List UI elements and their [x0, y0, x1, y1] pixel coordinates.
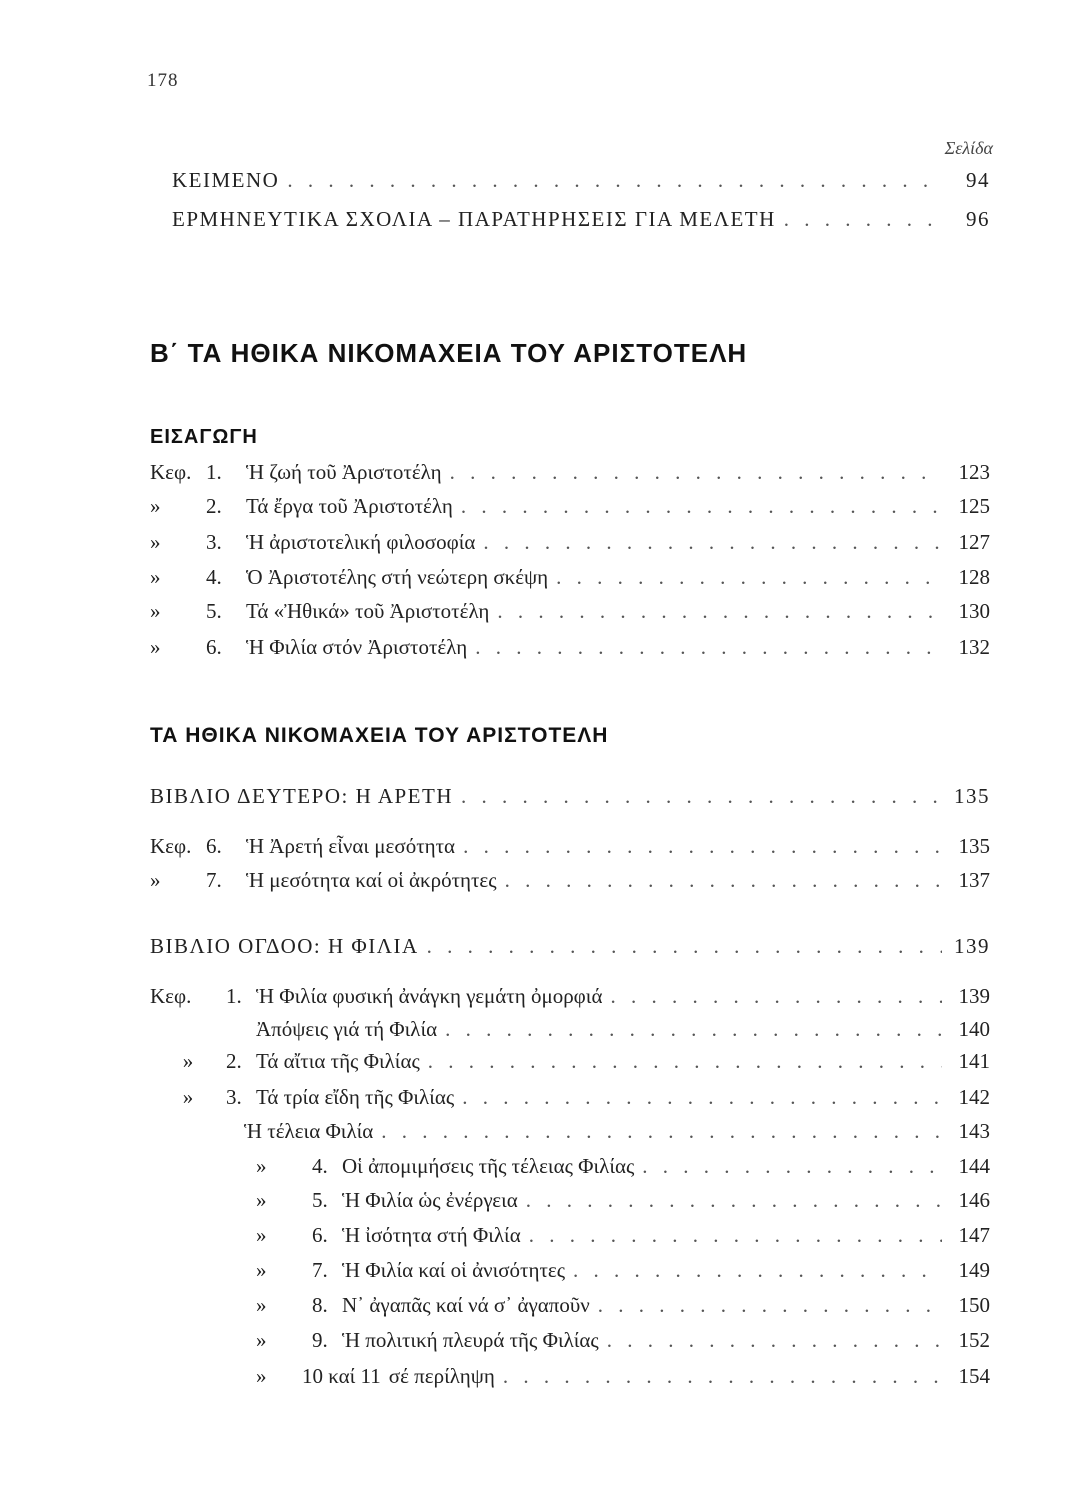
- section-heading-text: ΤΑ ΗΘΙΚΑ ΝΙΚΟΜΑΧΕΙΑ ΤΟΥ ΑΡΙΣΤΟΤΕΛΗ: [150, 724, 609, 747]
- book-heading: [150, 932, 990, 960]
- entry-title: σέ περίληψη: [388, 1364, 495, 1388]
- toc-entry: [256, 1256, 990, 1284]
- toc-entry: [150, 1083, 990, 1111]
- toc-entry: [256, 1326, 990, 1354]
- toc-entry: [256, 1362, 990, 1390]
- entry-title: Τά αἴτια τῆς Φιλίας: [256, 1049, 420, 1073]
- entry-title: ΚΕΙΜΕΝΟ: [172, 168, 280, 192]
- chapter-number: 7.: [312, 1258, 328, 1282]
- entry-page: 152: [958, 1328, 990, 1352]
- entry-title: Ἡ Φιλία καί οἱ ἀνισότητες: [342, 1258, 566, 1282]
- leader-dots: [556, 563, 942, 591]
- entry-title: Ὁ Ἀριστοτέλης στή νεώτερη σκέψη: [246, 565, 549, 589]
- entry-page: 144: [958, 1154, 990, 1178]
- chapter-marker: »: [150, 868, 161, 892]
- entry-title: Ἡ Φιλία φυσική ἀνάγκη γεμάτη ὀμορφιά: [256, 984, 603, 1008]
- chapter-number: 4.: [206, 565, 222, 589]
- toc-entry: [150, 982, 990, 1010]
- entry-page: 142: [958, 1085, 990, 1109]
- chapter-marker: »: [150, 530, 161, 554]
- chapter-number: 8.: [312, 1293, 328, 1317]
- entry-title: Οἱ ἀπομιμήσεις τῆς τέλειας Φιλίας: [342, 1154, 635, 1178]
- section-heading-intro: ΕΙΣΑΓΩΓΗ: [150, 426, 258, 448]
- toc-entry: [172, 205, 990, 233]
- entry-title: Ἡ Ἀρετή εἶναι μεσότητα: [246, 834, 456, 858]
- chapter-number: 1.: [226, 984, 242, 1008]
- book-title: ΒΙΒΛΙΟ ΔΕΥΤΕΡΟ: Η ΑΡΕΤΗ: [150, 784, 453, 808]
- entry-page: 135: [958, 834, 990, 858]
- entry-title: Ἡ ἀριστοτελική φιλοσοφία: [246, 530, 476, 554]
- toc-entry: [150, 563, 990, 591]
- toc-entry: [256, 1291, 990, 1319]
- entry-page: 128: [958, 565, 990, 589]
- leader-dots: [483, 528, 942, 556]
- toc-entry: [150, 1047, 990, 1075]
- entry-page: 139: [954, 934, 990, 958]
- leader-dots: [503, 1362, 942, 1390]
- toc-entry: [150, 832, 990, 860]
- entry-title: Τά «Ἠθικά» τοῦ Ἀριστοτέλη: [246, 599, 490, 623]
- toc-entry: [150, 492, 990, 520]
- entry-page: 96: [966, 207, 990, 231]
- chapter-number: 4.: [312, 1154, 328, 1178]
- page-number: 178: [147, 70, 179, 91]
- leader-dots: [475, 633, 942, 661]
- leader-dots: [427, 932, 942, 960]
- leader-dots: [598, 1291, 942, 1319]
- leader-dots: [445, 1015, 942, 1043]
- leader-dots: [505, 866, 942, 894]
- chapter-marker: »: [256, 1223, 267, 1247]
- chapter-marker: »: [256, 1328, 267, 1352]
- toc-entry: [256, 1221, 990, 1249]
- leader-dots: [428, 1047, 942, 1075]
- entry-page: 143: [958, 1119, 990, 1143]
- entry-page: 147: [958, 1223, 990, 1247]
- toc-entry: [172, 166, 990, 194]
- leader-dots: [461, 782, 942, 810]
- entry-page: 139: [958, 984, 990, 1008]
- chapter-number: 3.: [206, 530, 222, 554]
- toc-subentry: [244, 1117, 990, 1145]
- leader-dots: [463, 832, 942, 860]
- toc-entry: [150, 528, 990, 556]
- chapter-marker: »: [256, 1188, 267, 1212]
- entry-page: 125: [958, 494, 990, 518]
- chapter-number: 6.: [206, 635, 222, 659]
- chapter-marker: »: [182, 1049, 194, 1073]
- chapter-number: 1.: [206, 460, 222, 484]
- chapter-number: 7.: [206, 868, 222, 892]
- entry-page: 150: [958, 1293, 990, 1317]
- leader-dots: [607, 1326, 942, 1354]
- entry-title: Ν᾽ ἀγαπᾶς καί νά σ᾽ ἀγαποῦν: [342, 1293, 590, 1317]
- leader-dots: [784, 205, 942, 233]
- chapter-number: 10 καί 11: [302, 1364, 381, 1388]
- page-column-header: Σελίδα: [944, 138, 993, 158]
- entry-page: 149: [958, 1258, 990, 1282]
- entry-page: 137: [958, 868, 990, 892]
- chapter-marker: »: [150, 494, 161, 518]
- chapter-number: 5.: [206, 599, 222, 623]
- chapter-marker: Κεφ.: [150, 460, 192, 484]
- entry-title: Ἡ πολιτική πλευρά τῆς Φιλίας: [342, 1328, 599, 1352]
- chapter-number: 2.: [206, 494, 222, 518]
- part-heading: Β΄ ΤΑ ΗΘΙΚΑ ΝΙΚΟΜΑΧΕΙΑ ΤΟΥ ΑΡΙΣΤΟΤΕΛΗ: [150, 338, 748, 368]
- leader-dots: [526, 1186, 942, 1214]
- toc-entry: [256, 1186, 990, 1214]
- entry-title: Ἡ τέλεια Φιλία: [244, 1119, 374, 1143]
- leader-dots: [529, 1221, 942, 1249]
- entry-title: Ἡ Φιλία στόν Ἀριστοτέλη: [246, 635, 468, 659]
- chapter-marker: Κεφ.: [150, 984, 192, 1008]
- chapter-number: 6.: [206, 834, 222, 858]
- entry-page: 123: [958, 460, 990, 484]
- chapter-number: 5.: [312, 1188, 328, 1212]
- entry-page: 132: [958, 635, 990, 659]
- chapter-marker: Κεφ.: [150, 834, 192, 858]
- toc-subentry: [256, 1015, 990, 1043]
- toc-entry: [150, 597, 990, 625]
- chapter-number: 2.: [226, 1049, 242, 1073]
- entry-title: Ἡ ζωή τοῦ Ἀριστοτέλη: [246, 460, 442, 484]
- entry-title: ΕΡΜΗΝΕΥΤΙΚΑ ΣΧΟΛΙΑ – ΠΑΡΑΤΗΡΗΣΕΙΣ ΓΙΑ ΜΕΛΕΤΗ: [172, 207, 776, 231]
- leader-dots: [461, 492, 942, 520]
- leader-dots: [450, 458, 942, 486]
- chapter-marker: »: [182, 1085, 194, 1109]
- entry-page: 130: [958, 599, 990, 623]
- entry-title: Τά ἔργα τοῦ Ἀριστοτέλη: [246, 494, 453, 518]
- entry-page: 154: [958, 1364, 990, 1388]
- chapter-number: 6.: [312, 1223, 328, 1247]
- entry-title: Ἡ μεσότητα καί οἱ ἀκρότητες: [246, 868, 497, 892]
- leader-dots: [497, 597, 942, 625]
- toc-entry: [150, 866, 990, 894]
- leader-dots: [610, 982, 942, 1010]
- entry-page: 127: [958, 530, 990, 554]
- chapter-number: 3.: [226, 1085, 242, 1109]
- leader-dots: [381, 1117, 942, 1145]
- entry-page: 135: [954, 784, 990, 808]
- book-heading: [150, 782, 990, 810]
- toc-entry: [150, 458, 990, 486]
- entry-title: Ἡ Φιλία ὡς ἐνέργεια: [342, 1188, 518, 1212]
- leader-dots: [287, 166, 942, 194]
- entry-page: 140: [958, 1017, 990, 1041]
- chapter-marker: »: [150, 599, 161, 623]
- leader-dots: [573, 1256, 942, 1284]
- entry-page: 94: [966, 168, 990, 192]
- entry-page: 146: [958, 1188, 990, 1212]
- entry-title: Ἀπόψεις γιά τή Φιλία: [256, 1017, 438, 1041]
- chapter-marker: »: [256, 1293, 267, 1317]
- chapter-marker: »: [256, 1364, 267, 1388]
- chapter-number: 9.: [312, 1328, 328, 1352]
- leader-dots: [642, 1152, 942, 1180]
- leader-dots: [462, 1083, 942, 1111]
- chapter-marker: »: [256, 1258, 267, 1282]
- toc-entry: [150, 633, 990, 661]
- chapter-marker: »: [256, 1154, 267, 1178]
- entry-title: Ἡ ἰσότητα στή Φιλία: [342, 1223, 521, 1247]
- entry-page: 141: [958, 1049, 990, 1073]
- toc-entry: [256, 1152, 990, 1180]
- entry-title: Τά τρία εἴδη τῆς Φιλίας: [256, 1085, 455, 1109]
- chapter-marker: »: [150, 635, 161, 659]
- chapter-marker: »: [150, 565, 161, 589]
- book-title: ΒΙΒΛΙΟ ΟΓΔΟΟ: Η ΦΙΛΙΑ: [150, 934, 419, 958]
